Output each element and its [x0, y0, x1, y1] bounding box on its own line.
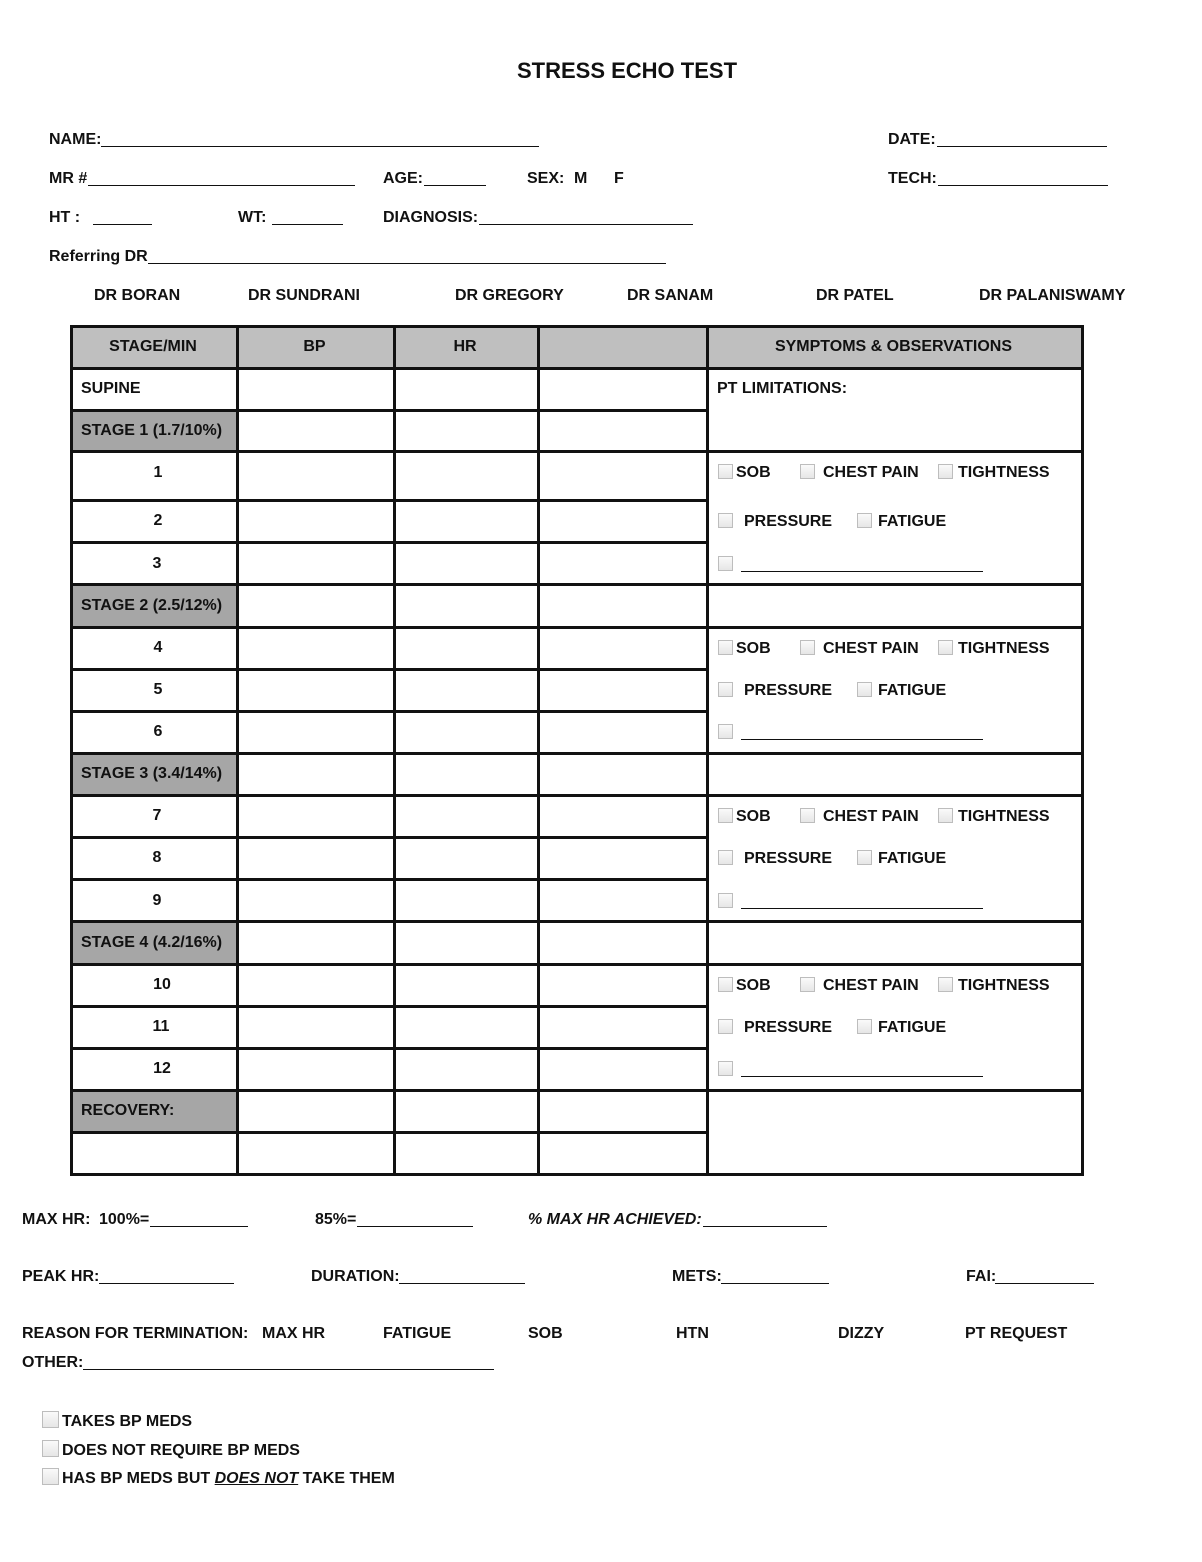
termination-option[interactable]: DIZZY — [838, 1325, 885, 1342]
termination-label: REASON FOR TERMINATION: — [22, 1325, 249, 1342]
checkbox-icon[interactable] — [938, 808, 953, 823]
doctor-option[interactable]: DR GREGORY — [455, 287, 564, 304]
symptom-fatigue[interactable]: FATIGUE — [857, 850, 946, 868]
minute-label: 3 — [152, 555, 162, 572]
sex-option-m[interactable]: M — [574, 170, 588, 187]
symptom-other-field[interactable] — [741, 739, 983, 740]
header-bp: BP — [303, 338, 326, 355]
bp-meds-not-require[interactable]: DOES NOT REQUIRE BP MEDS — [42, 1440, 300, 1460]
minute-label: 4 — [153, 639, 163, 656]
row-supine-label: SUPINE — [81, 380, 141, 397]
other-label: OTHER: — [22, 1354, 84, 1371]
minute-label: 1 — [153, 464, 163, 481]
checkbox-icon[interactable] — [718, 808, 733, 823]
max-hr-achieved-field[interactable] — [703, 1226, 827, 1227]
minute-label: 11 — [152, 1018, 170, 1035]
symptom-chest-pain[interactable]: CHEST PAIN — [800, 464, 919, 482]
mets-label: METS: — [672, 1268, 722, 1285]
stage-4-label: STAGE 4 (4.2/16%) — [81, 934, 223, 951]
checkbox-icon[interactable] — [718, 464, 733, 479]
checkbox-icon[interactable] — [42, 1468, 59, 1485]
diagnosis-label: DIAGNOSIS: — [383, 209, 479, 226]
referring-dr-label: Referring DR — [49, 248, 148, 265]
doctor-option[interactable]: DR PALANISWAMY — [979, 287, 1126, 304]
symptom-tightness[interactable]: TIGHTNESS — [938, 808, 1050, 826]
duration-label: DURATION: — [311, 1268, 400, 1285]
sex-label: SEX: — [527, 170, 565, 187]
symptom-fatigue[interactable]: FATIGUE — [857, 682, 946, 700]
checkbox-icon[interactable] — [718, 682, 733, 697]
wt-label: WT: — [238, 209, 267, 226]
age-label: AGE: — [383, 170, 423, 187]
tech-field[interactable] — [938, 185, 1108, 186]
checkbox-icon[interactable] — [938, 640, 953, 655]
checkbox-icon[interactable] — [800, 640, 815, 655]
duration-field[interactable] — [399, 1283, 525, 1284]
ht-field[interactable] — [93, 224, 152, 225]
checkbox-icon[interactable] — [718, 893, 733, 908]
max-hr-label: MAX HR: — [22, 1211, 91, 1228]
symptom-other[interactable] — [718, 1061, 736, 1079]
symptom-pressure[interactable]: PRESSURE — [718, 513, 832, 531]
minute-label: 10 — [153, 976, 171, 993]
minute-label: 9 — [152, 892, 162, 909]
checkbox-icon[interactable] — [42, 1440, 59, 1457]
age-field[interactable] — [424, 185, 486, 186]
checkbox-icon[interactable] — [718, 1019, 733, 1034]
symptom-fatigue[interactable]: FATIGUE — [857, 1019, 946, 1037]
mr-label: MR # — [49, 170, 88, 187]
symptom-chest-pain[interactable]: CHEST PAIN — [800, 640, 919, 658]
checkbox-icon[interactable] — [718, 850, 733, 865]
symptom-other[interactable] — [718, 556, 736, 574]
recovery-label: RECOVERY: — [81, 1102, 175, 1119]
doctor-option[interactable]: DR PATEL — [816, 287, 894, 304]
symptom-tightness[interactable]: TIGHTNESS — [938, 977, 1050, 995]
stage-3-label: STAGE 3 (3.4/14%) — [81, 765, 223, 782]
doctor-option[interactable]: DR SANAM — [627, 287, 714, 304]
max-hr-85-label: 85%= — [315, 1211, 357, 1228]
stage-1-label: STAGE 1 (1.7/10%) — [81, 422, 223, 439]
sex-option-f[interactable]: F — [614, 170, 624, 187]
fai-field[interactable] — [995, 1283, 1094, 1284]
symptom-other[interactable] — [718, 893, 736, 911]
name-label: NAME: — [49, 131, 102, 148]
max-hr-85-field[interactable] — [357, 1226, 473, 1227]
symptom-pressure[interactable]: PRESSURE — [718, 850, 832, 868]
symptom-other-field[interactable] — [741, 1076, 983, 1077]
tech-label: TECH: — [888, 170, 937, 187]
header-blank — [537, 327, 706, 367]
page-title: STRESS ECHO TEST — [516, 58, 738, 83]
header-hr: HR — [453, 338, 477, 355]
termination-option[interactable]: FATIGUE — [383, 1325, 452, 1342]
symptom-sob[interactable]: SOB — [718, 977, 771, 995]
stress-test-table — [70, 325, 1084, 1176]
checkbox-icon[interactable] — [800, 977, 815, 992]
checkbox-icon[interactable] — [718, 640, 733, 655]
doctor-option[interactable]: DR BORAN — [94, 287, 181, 304]
symptom-tightness[interactable]: TIGHTNESS — [938, 464, 1050, 482]
symptom-sob[interactable]: SOB — [718, 464, 771, 482]
termination-option[interactable]: SOB — [528, 1325, 563, 1342]
peak-hr-field[interactable] — [99, 1283, 234, 1284]
checkbox-icon[interactable] — [938, 464, 953, 479]
max-hr-100-label: 100%= — [99, 1211, 150, 1228]
checkbox-icon[interactable] — [857, 1019, 872, 1034]
date-field[interactable] — [937, 146, 1107, 147]
doctor-option[interactable]: DR SUNDRANI — [248, 287, 360, 304]
header-symptoms: SYMPTOMS & OBSERVATIONS — [774, 338, 1013, 355]
minute-label: 2 — [153, 512, 163, 529]
symptom-pressure[interactable]: PRESSURE — [718, 1019, 832, 1037]
termination-option[interactable]: PT REQUEST — [965, 1325, 1068, 1342]
checkbox-icon[interactable] — [800, 464, 815, 479]
checkbox-icon[interactable] — [718, 724, 733, 739]
bp-meds-takes[interactable]: TAKES BP MEDS — [42, 1411, 192, 1431]
name-field[interactable] — [101, 146, 539, 147]
termination-option[interactable]: MAX HR — [262, 1325, 326, 1342]
max-hr-100-field[interactable] — [150, 1226, 248, 1227]
symptom-sob[interactable]: SOB — [718, 640, 771, 658]
minute-label: 7 — [152, 807, 162, 824]
symptom-sob[interactable]: SOB — [718, 808, 771, 826]
checkbox-icon[interactable] — [938, 977, 953, 992]
mets-field[interactable] — [721, 1283, 829, 1284]
other-field[interactable] — [83, 1369, 494, 1370]
checkbox-icon[interactable] — [718, 556, 733, 571]
stage-2-label: STAGE 2 (2.5/12%) — [81, 597, 223, 614]
symptom-pressure[interactable]: PRESSURE — [718, 682, 832, 700]
checkbox-icon[interactable] — [800, 808, 815, 823]
symptom-fatigue[interactable]: FATIGUE — [857, 513, 946, 531]
bp-meds-has-but-not[interactable]: HAS BP MEDS BUT DOES NOT TAKE THEM — [42, 1468, 395, 1488]
checkbox-icon[interactable] — [718, 1061, 733, 1076]
referring-dr-field[interactable] — [148, 263, 666, 264]
emphasis-text: DOES NOT — [214, 1470, 299, 1487]
minute-label: 5 — [153, 681, 163, 698]
termination-option[interactable]: HTN — [676, 1325, 709, 1342]
minute-label: 12 — [153, 1060, 171, 1077]
checkbox-icon[interactable] — [857, 513, 872, 528]
fai-label: FAI: — [966, 1268, 997, 1285]
header-stage-min: STAGE/MIN — [109, 338, 197, 355]
diagnosis-field[interactable] — [479, 224, 693, 225]
symptom-other-field[interactable] — [741, 571, 983, 572]
wt-field[interactable] — [272, 224, 343, 225]
checkbox-icon[interactable] — [857, 850, 872, 865]
checkbox-icon[interactable] — [857, 682, 872, 697]
checkbox-icon[interactable] — [718, 977, 733, 992]
symptom-chest-pain[interactable]: CHEST PAIN — [800, 808, 919, 826]
symptom-chest-pain[interactable]: CHEST PAIN — [800, 977, 919, 995]
peak-hr-label: PEAK HR: — [22, 1268, 100, 1285]
max-hr-achieved-label: % MAX HR ACHIEVED: — [528, 1211, 702, 1228]
symptom-other[interactable] — [718, 724, 736, 742]
mr-field[interactable] — [88, 185, 355, 186]
symptom-tightness[interactable]: TIGHTNESS — [938, 640, 1050, 658]
ht-label: HT : — [49, 209, 81, 226]
date-label: DATE: — [888, 131, 936, 148]
minute-label: 6 — [153, 723, 163, 740]
checkbox-icon[interactable] — [718, 513, 733, 528]
checkbox-icon[interactable] — [42, 1411, 59, 1428]
pt-limitations-label: PT LIMITATIONS: — [717, 380, 848, 397]
symptom-other-field[interactable] — [741, 908, 983, 909]
minute-label: 8 — [152, 849, 162, 866]
